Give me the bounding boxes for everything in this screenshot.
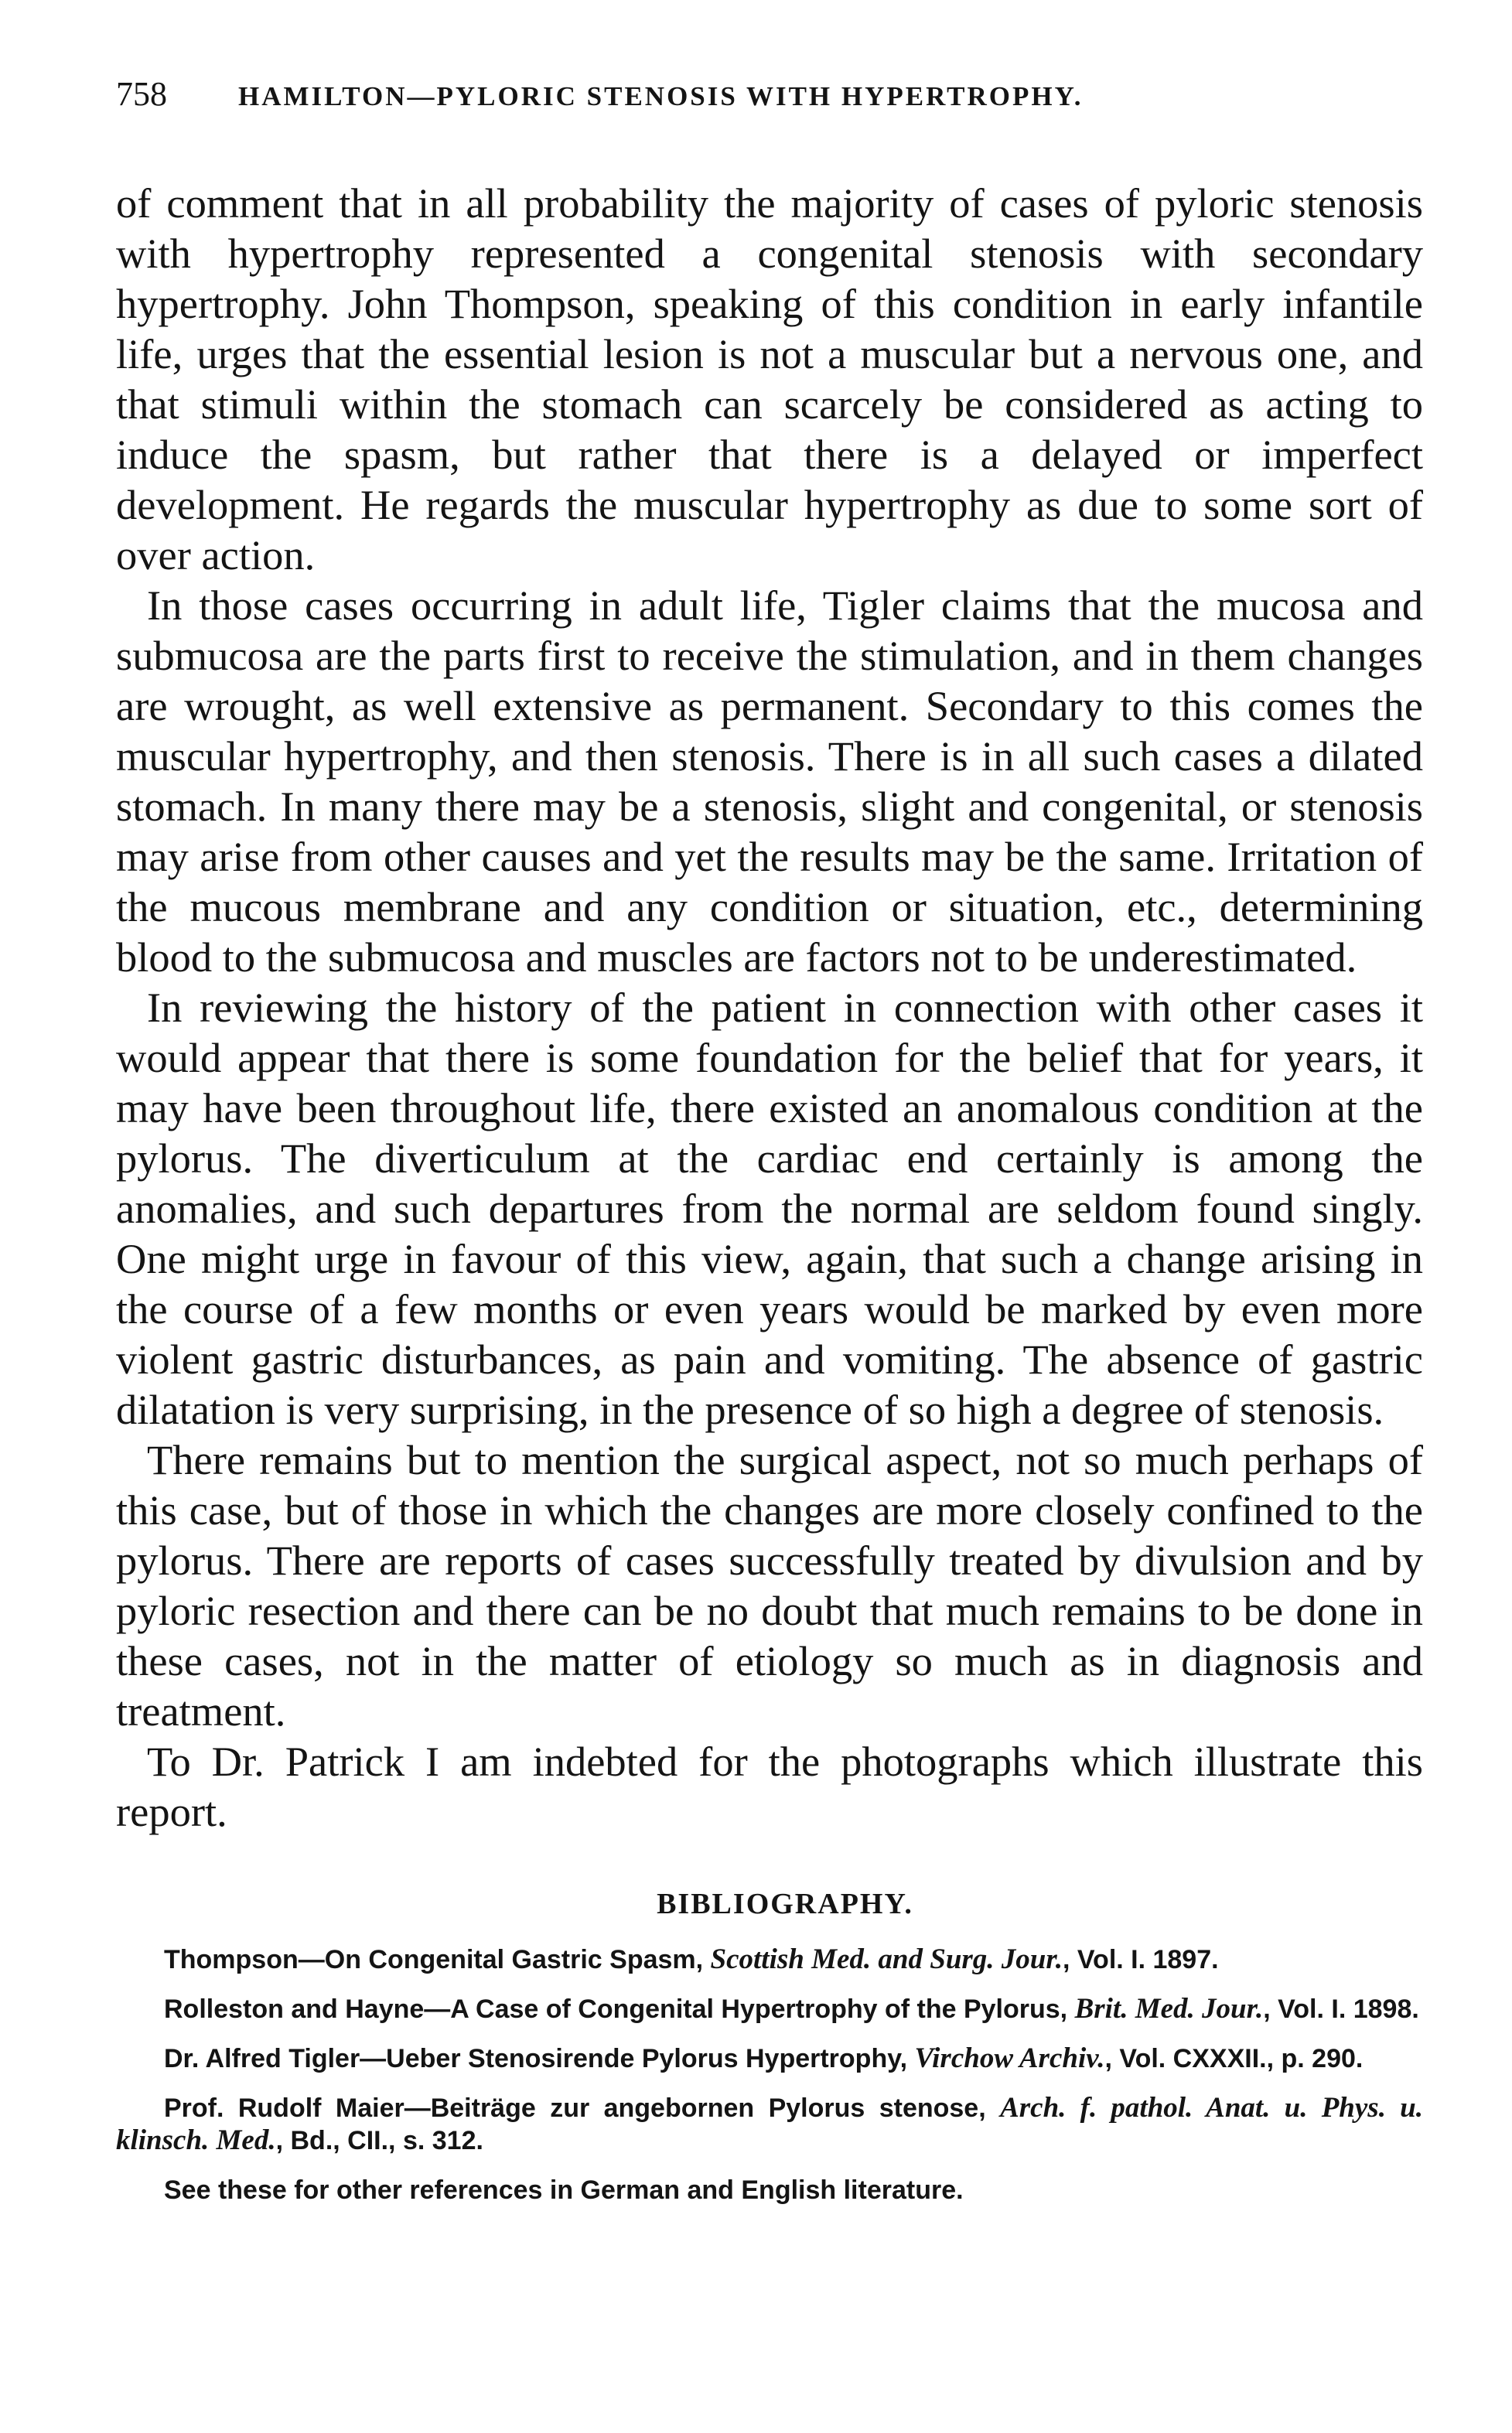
page-number: 758: [116, 75, 167, 113]
bibliography-heading: BIBLIOGRAPHY.: [657, 1888, 913, 1920]
paragraph: In reviewing the history of the patient in connection with other cases it would appear that there is some foundation for the belief that for years, it may have been throughout life, there existed an anomalous condition at the pylorus. The diverticulum at the cardiac end certainly is among the anomalies, and such departures from the normal are seldom found singly. One might urge in favour of this view, again, that such a change arising in the course of a few months or even years would be marked by even more violent gastric disturbances, as pain and vomiting. The absence of gastric dilatation is very surprising, in the presence of so high a degree of stenosis.: [116, 984, 1423, 1433]
reference-details: , Bd., CII., s. 312.: [275, 2126, 483, 2155]
journal-title: Virchow Archiv.: [914, 2042, 1105, 2074]
body-text: [116, 178, 1423, 1837]
bibliography-entry: [116, 1943, 1423, 1976]
reference-details: , Vol. CXXXII., p. 290.: [1104, 2044, 1364, 2073]
bibliography-entry: [116, 2092, 1423, 2157]
paragraph: There remains but to mention the surgical aspect, not so much perhaps of this case, but of those in which the changes are more closely confined to the pylorus. There are reports of cases successfully treated by divulsion and by pyloric resection and there can be no doubt that much remains to be done in these cases, not in the matter of etiology so much as in diagnosis and treatment.: [116, 1436, 1423, 1735]
reference-text: Thompson—On Congenital Gastric Spasm,: [164, 1945, 711, 1974]
document-page: [116, 74, 1423, 2223]
reference-details: , Vol. I. 1898.: [1263, 1995, 1419, 2024]
paragraph: To Dr. Patrick I am indebted for the photographs which illustrate this report.: [116, 1738, 1423, 1835]
reference-text: Dr. Alfred Tigler—Ueber Stenosirende Pylorus Hypertrophy,: [164, 2044, 915, 2073]
paragraph: In those cases occurring in adult life, Tigler claims that the mucosa and submucosa are the parts first to receive the stimulation, and in them changes are wrought, as well extensive as permanent. Secondary to this comes the muscular hypertrophy, and then stenosis. There is in all such cases a dilated stomach. In many there may be a stenosis, slight and congenital, or stenosis may arise from other causes and yet the results may be the same. Irritation of the mucous membrane and any condition or situation, etc., determining blood to the submucosa and muscles are factors not to be underestimated.: [116, 582, 1423, 981]
running-head: [116, 74, 1423, 136]
paragraph: of comment that in all probability the majority of cases of pyloric stenosis with hypertrophy represented a congenital stenosis with secondary hypertrophy. John Thompson, speaking of this condition in early infantile life, urges that the essential lesion is not a muscular but a nervous one, and that stimuli within the stomach can scarcely be considered as acting to induce the spasm, but rather that there is a delayed or imperfect development. He regards the muscular hypertrophy as due to some sort of over action.: [116, 179, 1423, 578]
reference-text: Prof. Rudolf Maier—Beiträge zur angebornen Pylorus stenose,: [164, 2093, 1001, 2123]
running-title: HAMILTON—PYLORIC STENOSIS WITH HYPERTROPHY.: [238, 81, 1084, 111]
bibliography-entry: [116, 2042, 1423, 2075]
reference-text: Rolleston and Hayne—A Case of Congenital Hypertrophy of the Pylorus,: [164, 1995, 1075, 2024]
journal-title: Scottish Med. and Surg. Jour.: [710, 1943, 1063, 1975]
bibliography-list: [116, 1943, 1423, 2206]
bibliography-entry: [116, 1993, 1423, 2025]
bibliography-note: See these for other references in German and English literature.: [164, 2175, 964, 2205]
journal-title: Brit. Med. Jour.: [1074, 1993, 1264, 2025]
reference-details: , Vol. I. 1897.: [1063, 1945, 1219, 1974]
journal-title: Arch. f. pathol. Anat. u. Phys. u. klinsch. Med.: [116, 2092, 1423, 2156]
